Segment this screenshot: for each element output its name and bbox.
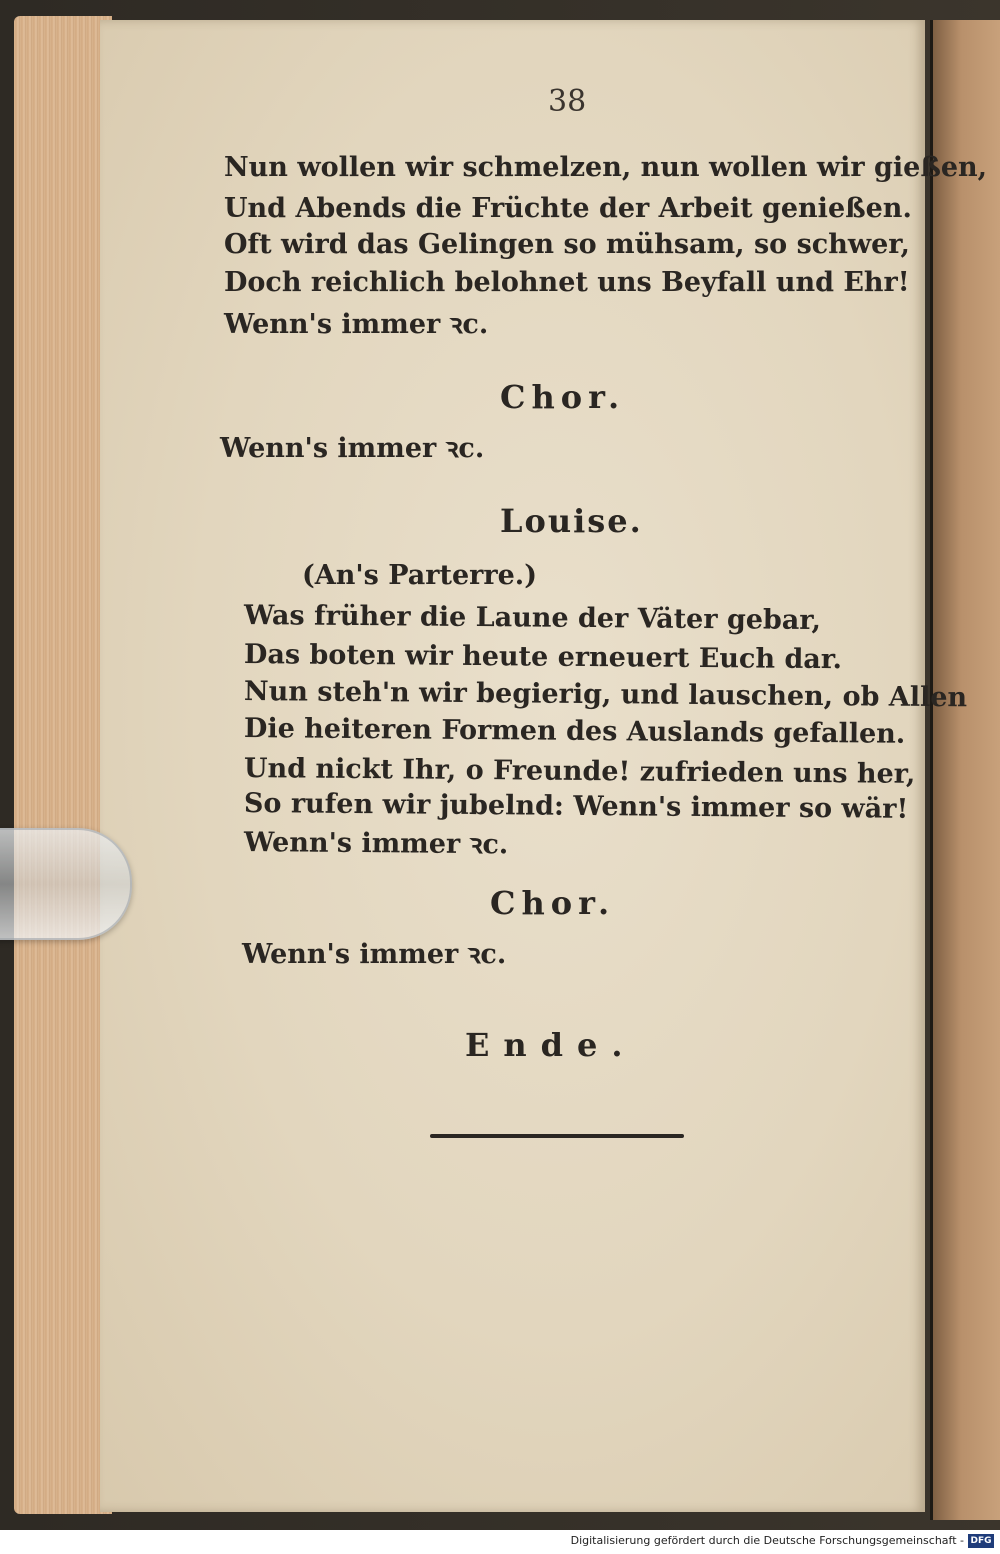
verse-line: So rufen wir jubelnd: Wenn's immer so wär! (243, 788, 909, 825)
verse-line: Die heiteren Formen des Auslands gefallen. (243, 713, 906, 750)
facing-page-edge (930, 20, 1000, 1520)
verse-line: Das boten wir heute erneuert Euch dar. (243, 639, 843, 676)
page-number: 38 (548, 84, 587, 119)
chor-line: Wenn's immer ꝛc. (242, 939, 507, 970)
book-clip (0, 828, 132, 940)
verse-line: Wenn's immer ꝛc. (243, 827, 509, 861)
verse-line: Doch reichlich belohnet uns Beyfall und Ehr! (224, 267, 910, 298)
chor-line: Wenn's immer ꝛc. (220, 433, 485, 464)
chor-heading: Chor. (490, 884, 616, 922)
louise-heading: Louise. (500, 502, 643, 540)
stage-direction: (An's Parterre.) (302, 560, 537, 591)
ende-heading: Ende. (465, 1026, 637, 1064)
verse-line: Was früher die Laune der Väter gebar, (243, 600, 822, 637)
chor-heading: Chor. (500, 378, 626, 416)
verse-line: Nun wollen wir schmelzen, nun wollen wir gießen, (224, 152, 988, 183)
verse-line: Und Abends die Früchte der Arbeit genießen. (224, 193, 912, 224)
verse-line: Wenn's immer ꝛc. (224, 309, 489, 340)
verse-line: Nun steh'n wir begierig, und lauschen, ob Allen (243, 676, 968, 714)
dfg-logo: DFG (968, 1534, 994, 1548)
closing-rule (430, 1134, 684, 1138)
book-page-edges (14, 16, 112, 1514)
digitization-credit: Digitalisierung gefördert durch die Deutsche Forschungsgemeinschaft - (570, 1534, 964, 1547)
verse-line: Oft wird das Gelingen so mühsam, so schwer, (224, 229, 910, 260)
verse-line: Und nickt Ihr, o Freunde! zufrieden uns her, (243, 753, 916, 790)
